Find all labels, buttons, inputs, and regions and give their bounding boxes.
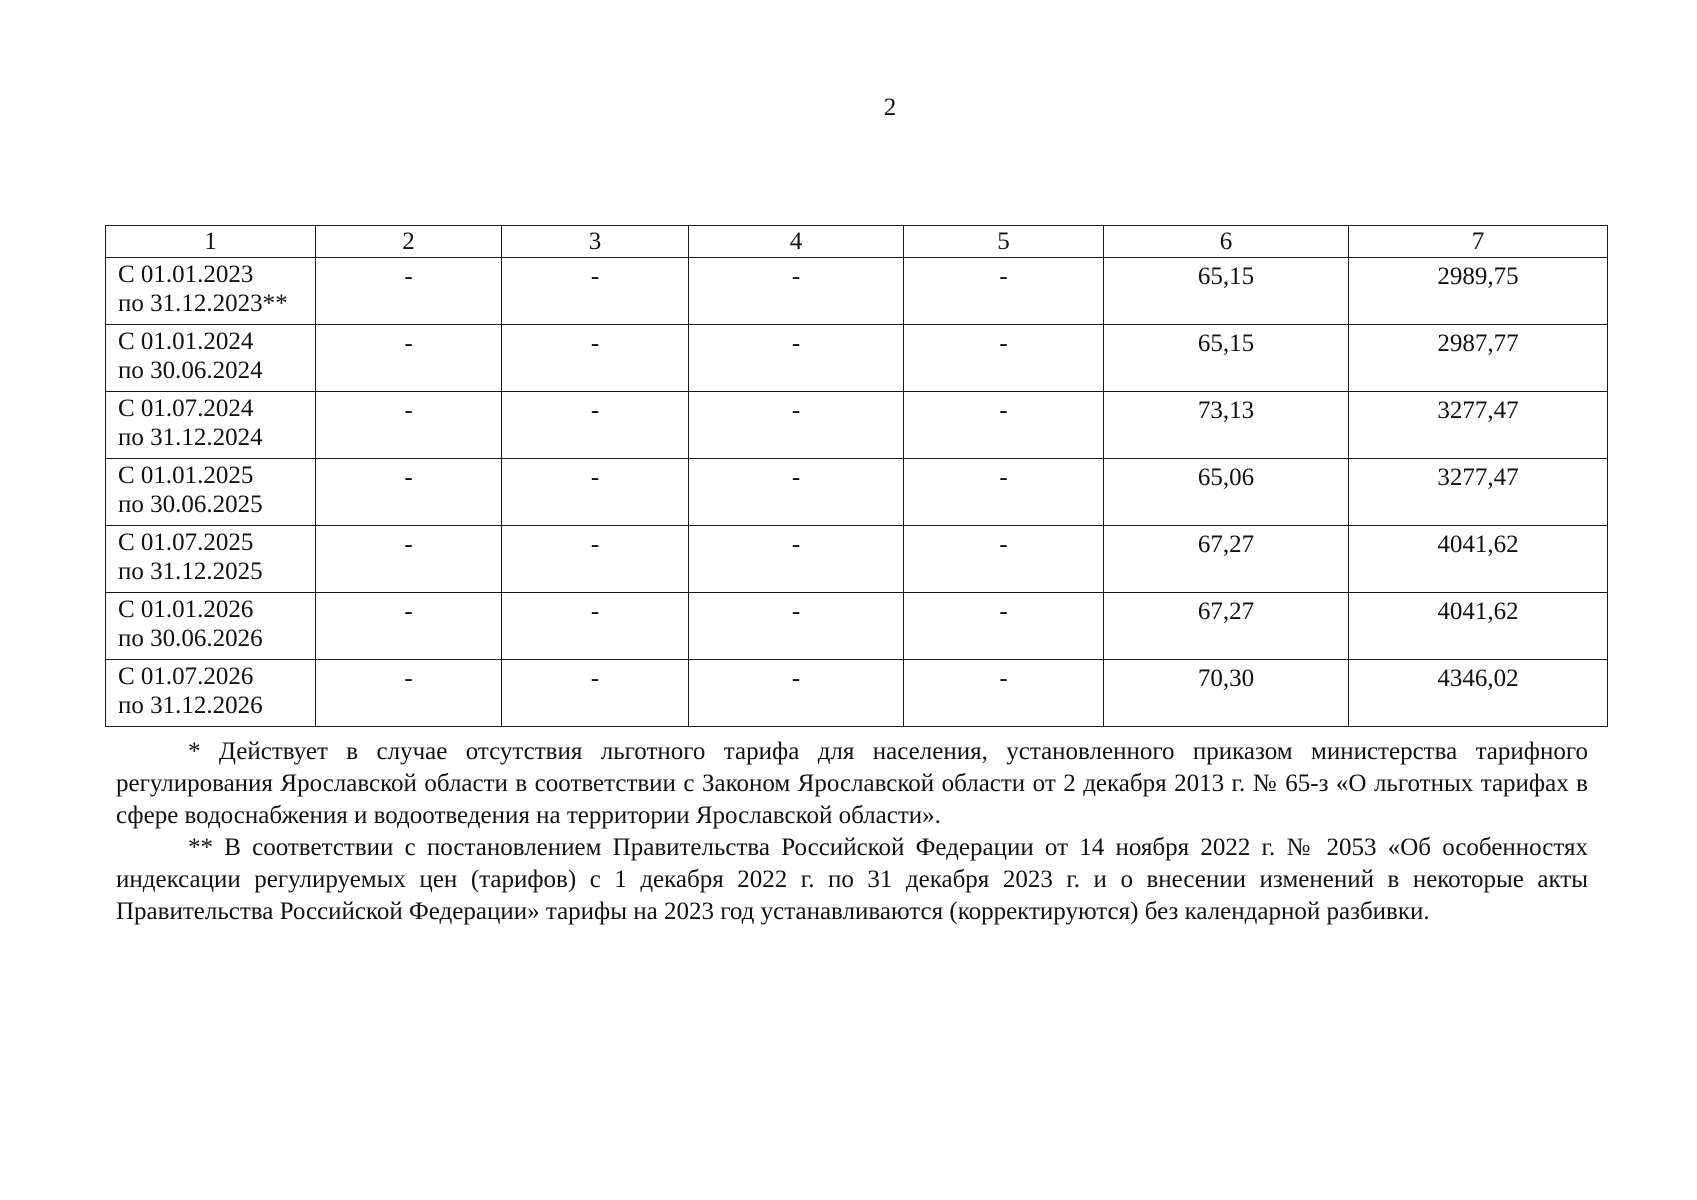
cell-col7: 2987,77 [1349,325,1608,392]
period-cell [106,392,316,459]
footnote-single-asterisk: * Действует в случае отсутствия льготного тарифа для населения, установленного приказом министерства тарифного регулирования Ярославской области в соответствии с Законом Ярославской области от 2 декабря 2013 г. № 65-з «О льготных тарифах в сфере водоснабжения и водоотведения на территории Ярославской области». [116,738,1588,829]
period-cell [106,593,316,660]
cell-col2: - [316,526,502,593]
table-row [106,660,1608,727]
table-header-row [106,226,1608,258]
cell-col2: - [316,593,502,660]
cell-col5: - [904,325,1104,392]
period-start: С 01.01.2024 [118,328,254,355]
cell-col5: - [904,459,1104,526]
cell-col5: - [904,526,1104,593]
cell-col4: - [689,392,904,459]
column-header: 1 [106,226,316,258]
period-end: по 31.12.2025 [118,558,263,585]
cell-col3: - [502,325,689,392]
period-end: по 30.06.2026 [118,625,263,652]
table-row [106,459,1608,526]
footnote-double-asterisk: ** В соответствии с постановлением Правительства Российской Федерации от 14 ноября 2022 г. № 2053 «Об особенностях индексации регулируемых цен (тарифов) с 1 декабря 2022 г. по 31 декабря 2023 г. и о внесении изменений в некоторые акты Правительства Российской Федерации» тарифы на 2023 год устанавливаются (корректируются) без календарной разбивки. [116,834,1588,925]
cell-col2: - [316,459,502,526]
period-end: по 31.12.2026 [118,692,263,719]
cell-col6: 65,15 [1104,258,1349,325]
column-header: 7 [1349,226,1608,258]
cell-col3: - [502,258,689,325]
cell-col7: 4041,62 [1349,593,1608,660]
cell-col7: 3277,47 [1349,392,1608,459]
period-start: С 01.01.2025 [118,462,254,489]
period-cell [106,660,316,727]
period-start: С 01.07.2025 [118,529,254,556]
column-header: 6 [1104,226,1349,258]
period-start: С 01.07.2024 [118,395,254,422]
cell-col3: - [502,660,689,727]
period-end: по 30.06.2025 [118,491,263,518]
cell-col4: - [689,258,904,325]
period-cell [106,459,316,526]
cell-col4: - [689,660,904,727]
period-end: по 31.12.2023** [118,290,288,317]
period-end: по 31.12.2024 [118,424,263,451]
column-header: 4 [689,226,904,258]
period-start: С 01.01.2023 [118,261,254,288]
period-start: С 01.01.2026 [118,596,254,623]
cell-col7: 2989,75 [1349,258,1608,325]
cell-col6: 67,27 [1104,526,1349,593]
cell-col3: - [502,392,689,459]
page-number: 2 [883,94,897,121]
cell-col4: - [689,325,904,392]
cell-col6: 65,15 [1104,325,1349,392]
table-row [106,526,1608,593]
cell-col6: 73,13 [1104,392,1349,459]
cell-col6: 67,27 [1104,593,1349,660]
period-cell [106,258,316,325]
period-end: по 30.06.2024 [118,357,263,384]
table-row [106,325,1608,392]
cell-col4: - [689,593,904,660]
cell-col2: - [316,325,502,392]
cell-col2: - [316,392,502,459]
cell-col5: - [904,660,1104,727]
cell-col4: - [689,459,904,526]
cell-col5: - [904,258,1104,325]
cell-col5: - [904,593,1104,660]
period-start: С 01.07.2026 [118,663,254,690]
cell-col6: 70,30 [1104,660,1349,727]
cell-col3: - [502,593,689,660]
cell-col2: - [316,660,502,727]
tariff-table [105,225,1608,727]
footnotes [116,736,1588,928]
period-cell [106,526,316,593]
cell-col7: 4346,02 [1349,660,1608,727]
period-cell [106,325,316,392]
table-row [106,392,1608,459]
column-header: 3 [502,226,689,258]
cell-col3: - [502,526,689,593]
column-header: 5 [904,226,1104,258]
cell-col4: - [689,526,904,593]
column-header: 2 [316,226,502,258]
cell-col3: - [502,459,689,526]
cell-col7: 4041,62 [1349,526,1608,593]
table-row [106,258,1608,325]
cell-col6: 65,06 [1104,459,1349,526]
cell-col5: - [904,392,1104,459]
cell-col7: 3277,47 [1349,459,1608,526]
table-row [106,593,1608,660]
cell-col2: - [316,258,502,325]
